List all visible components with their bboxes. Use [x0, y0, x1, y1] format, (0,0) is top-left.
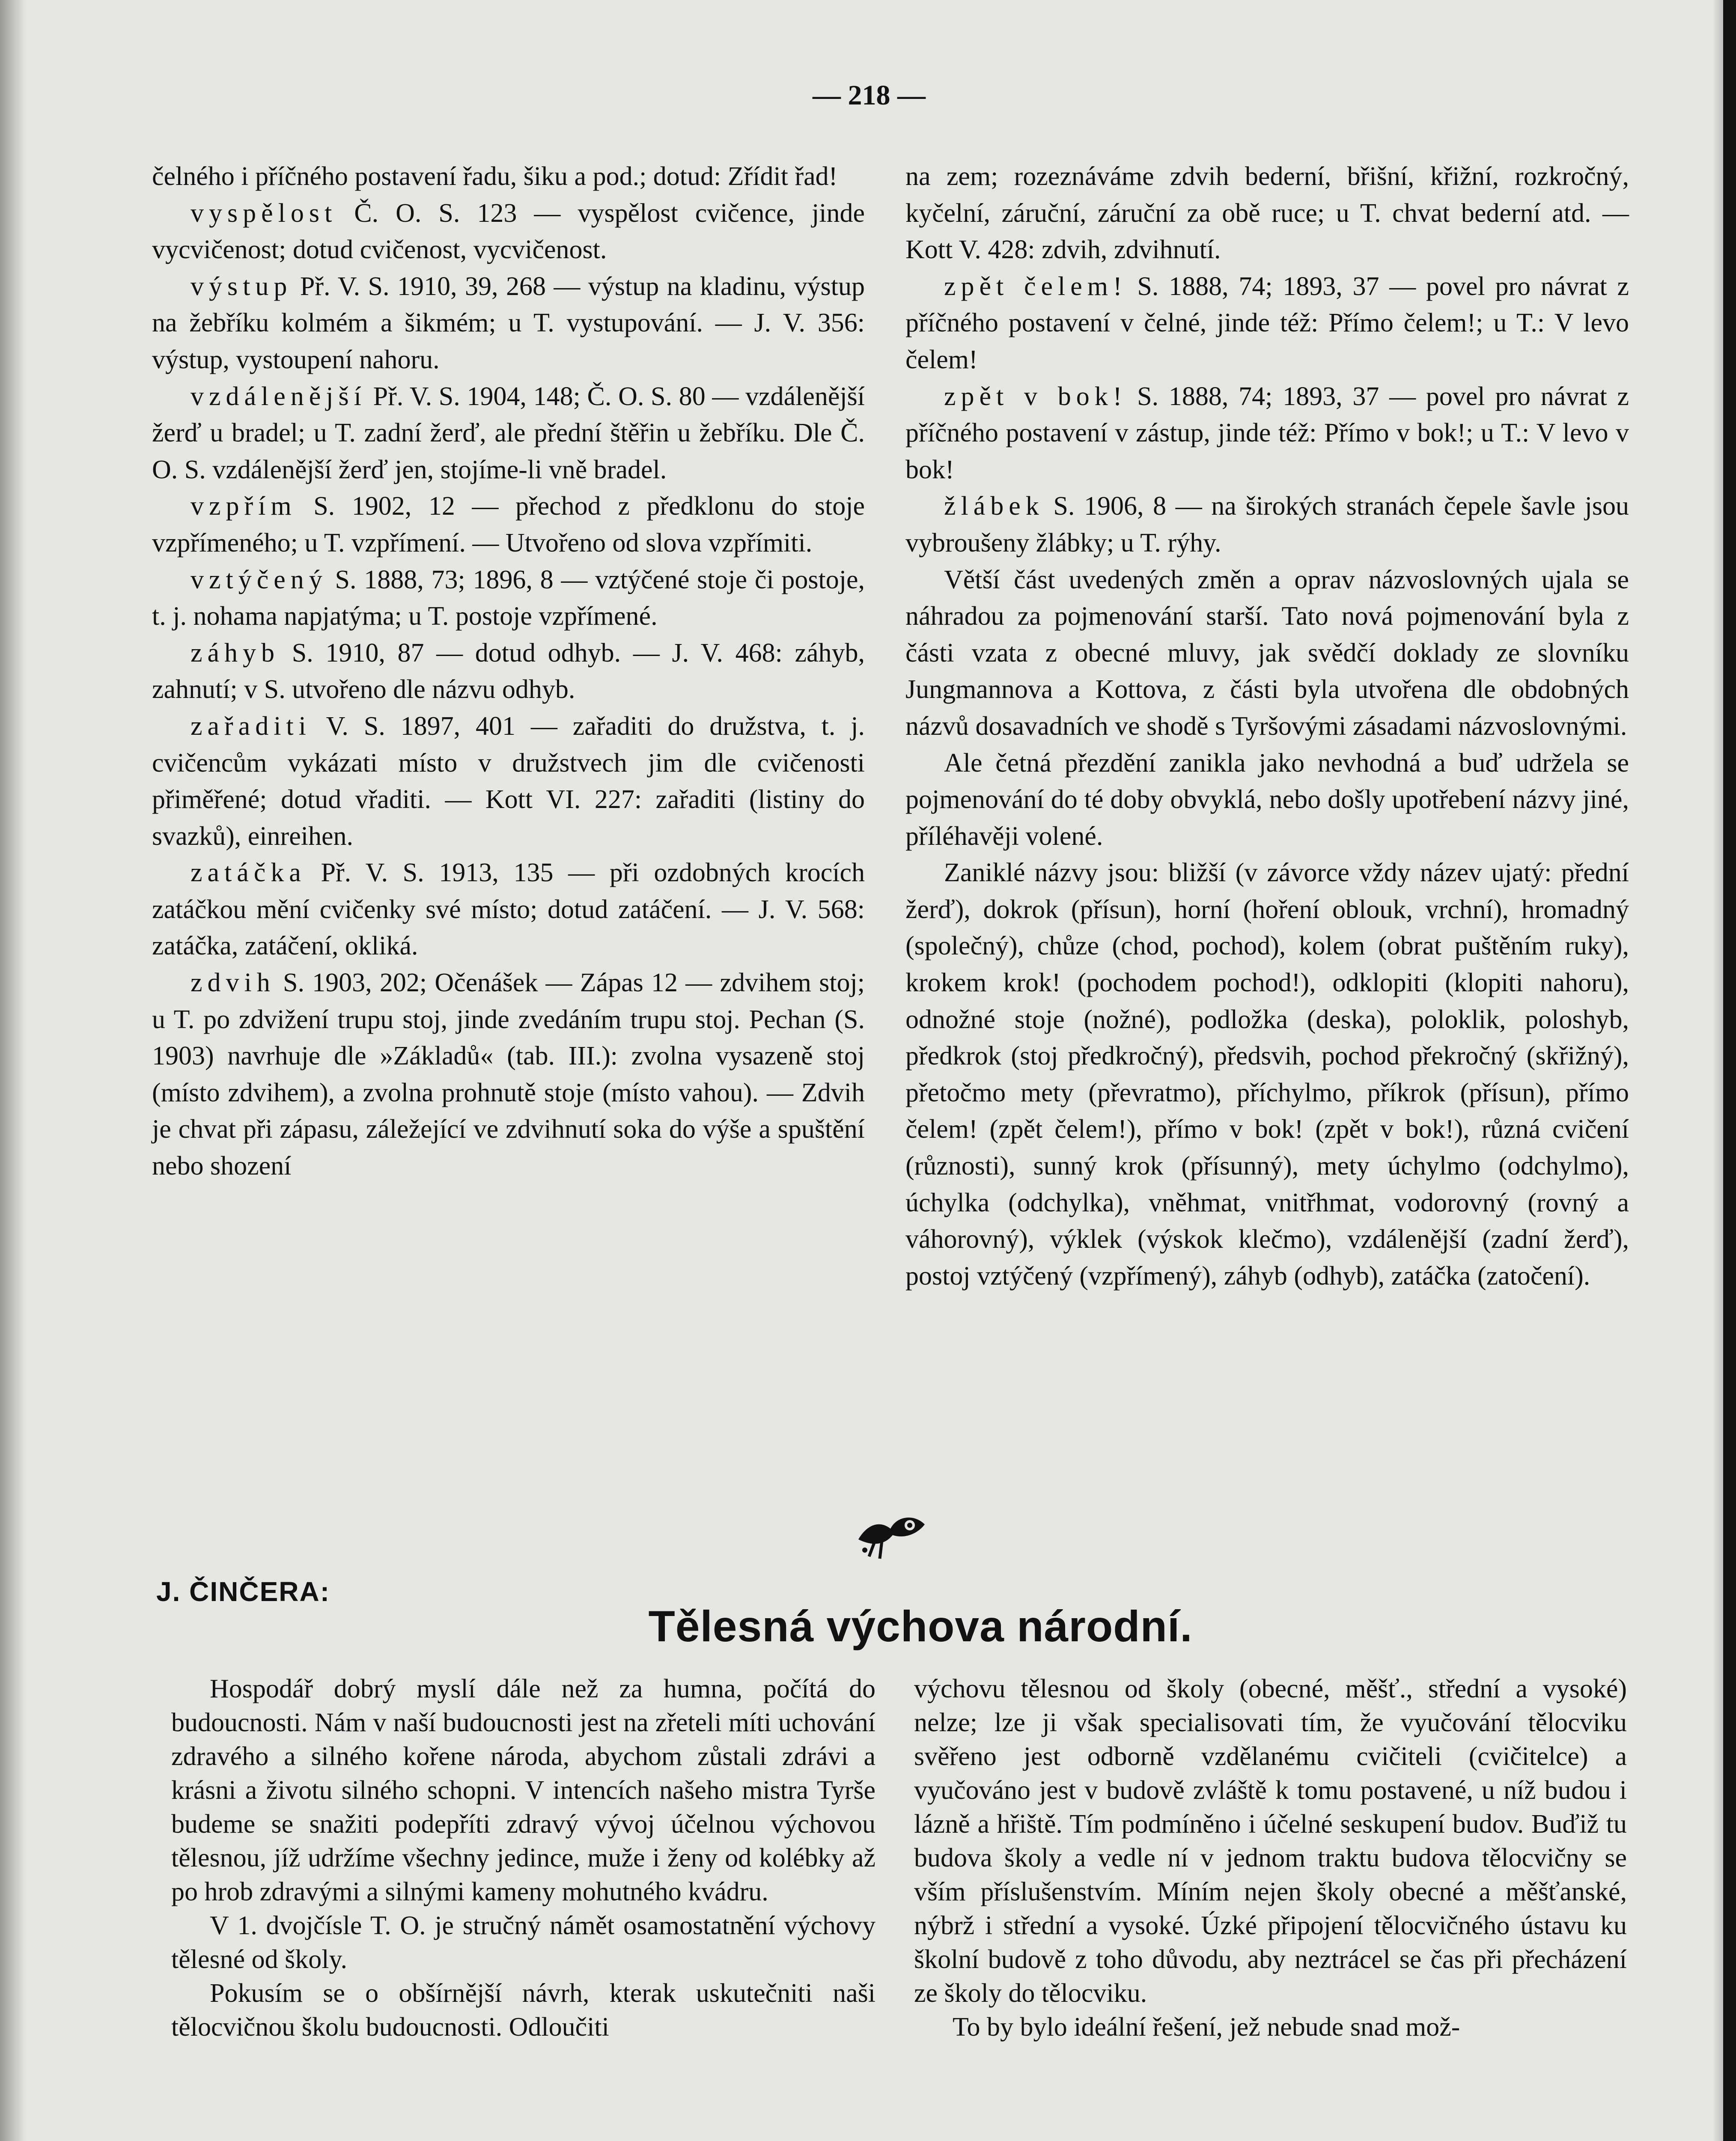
paragraph-text: Větší část uvedených změn a oprav názvoslovných ujala se náhradou za pojmenování starší. Tato nová pojmenování byla z části vzata z obecné mluvy, jak svědčí doklady ze slovníku Jungmannova a Kottova, z části byla utvořena dle obdobných názvů dosavadních ve shodě s Tyršovými zásadami názvoslovnými.	[905, 565, 1629, 741]
paragraph-text: Ale četná přezdění zanikla jako nevhodná a buď udržela se pojmenování do té doby obvyklá, nebo došly upotřebení názvy jiné, příléhavěji volené.	[905, 748, 1629, 851]
entry-headword: záhyb	[191, 638, 280, 668]
entry-headword: žlábek	[944, 492, 1044, 521]
article-paragraph: Pokusím se o obšírnější návrh, kterak uskutečniti naši tělocvičnou školu budoucnosti. Odloučiti	[171, 1979, 875, 2042]
glossary-entry	[905, 379, 1629, 489]
article-paragraph: Hospodář dobrý myslí dále než za humna, počítá do budoucnosti. Nám v naší budoucnosti jest na zřeteli míti uchování zdravého a silného kořene národa, abychom zůstali zdrávi a krásni a životu silného schopni. V intencích našeho mistra Tyrše budeme se snažiti podepříti zdravý vývoj účelnou výchovou tělesnou, jíž udržíme všechny jedince, muže i ženy od kolébky až po hrob zdravými a silnými kameny mohutného kvádru.	[171, 1674, 875, 1906]
glossary-entry	[152, 195, 865, 268]
page-number: — 218 —	[813, 80, 926, 111]
article-right-column	[914, 1672, 1627, 2044]
glossary-entry	[905, 268, 1629, 379]
entry-text: S. 1888, 73; 1896, 8 — vztýčené stoje či postoje, t. j. nohama napjatýma; u T. postoje vzpřímené.	[152, 565, 865, 631]
glossary-entry	[152, 379, 865, 489]
article-paragraph: V 1. dvojčísle T. O. je stručný námět osamostatnění výchovy tělesné od školy.	[171, 1911, 875, 1974]
entry-headword: zařaditi	[191, 711, 311, 741]
glossary-entry	[152, 965, 865, 1185]
article-title: Tělesná výchova národní.	[648, 1602, 1193, 1651]
article-paragraph: To by bylo ideální řešení, jež nebude snad mož-	[953, 2013, 1460, 2042]
entry-headword: výstup	[191, 271, 292, 301]
entry-headword: vyspělost	[191, 198, 337, 228]
scan-border	[1723, 0, 1736, 2141]
entry-text: S. 1888, 74; 1893, 37 — povel pro návrat z příčného postavení v zástup, jinde též: Přímo v bok!; u T.: V levo v bok!	[905, 382, 1629, 484]
paragraph-text: Zaniklé názvy jsou: bližší (v závorce vždy název ujatý: přední žerď), dokrok (přísun), horní (hoření oblouk, vrchní), hromadný (společný), chůze (chod, pochod), kolem (obrat puštěním ruky), krokem krok! (pochodem pochod!), odklopiti (klopiti nahoru), odnožné stoje (nožné), podložka (deska), poloklik, poloshyb, předkrok (stoj předkročný), předsvih, pochod překročný (skřižný), přetočmo mety (převratmo), příchylmo, příkrok (přísun), přímo čelem! (zpět čelem!), přímo v bok! (zpět v bok!), různá cvičení (různosti), sunný krok (přísunný), mety úchylmo (odchylmo), úchylka (odchylka), vněhmat, vnitřhmat, vodorovný (rovný a váhorovný), výklek (výskok klečmo), vzdálenější (zadní žerď), postoj vztýčený (vzpřímený), záhyb (odhyb), zatáčka (zatočení).	[905, 858, 1629, 1291]
entry-headword: zatáčka	[191, 858, 306, 888]
entry-headword: vzdálenější	[191, 382, 366, 411]
glossary-entry	[152, 635, 865, 708]
entry-headword: zpět v bok!	[944, 382, 1127, 411]
body-paragraph	[905, 855, 1629, 1294]
article-author: J. ČINČERA:	[156, 1576, 331, 1607]
entry-text: S. 1888, 74; 1893, 37 — povel pro návrat z příčného postavení v čelné, jinde též: Přímo čelem!; u T.: V levo čelem!	[905, 271, 1629, 374]
entry-text: S. 1903, 202; Očenášek — Zápas 12 — zdvihem stoj; u T. po zdvižení trupu stoj, jinde zvedáním trupu stoj. Pechan (S. 1903) navrhuje dle »Základů« (tab. III.): zvolna vysazeně stoj (místo zdvihem), a zvolna prohnutě stoje (místo vahou). — Zdvih je chvat při zápasu, záležející ve zdvihnutí soka do výše a spuštění nebo shození	[152, 968, 865, 1181]
glossary-entry	[152, 562, 865, 635]
entry-text: Př. V. S. 1904, 148; Č. O. S. 80 — vzdálenější žerď u bradel; u T. zadní žerď, ale přední štěřin u žebříku. Dle Č. O. S. vzdálenější žerď jen, stojíme-li vně bradel.	[152, 382, 865, 484]
glossary-entry	[152, 158, 865, 195]
article-left-column	[171, 1672, 875, 2044]
glossary-entry	[152, 708, 865, 855]
entry-text: na zem; rozeznáváme zdvih bederní, břišní, křižní, rozkročný, kyčelní, záruční, záruční za obě ruce; u T. chvat bederní atd. — Kott V. 428: zdvih, zdvihnutí.	[905, 162, 1629, 265]
entry-headword: zpět čelem!	[944, 271, 1127, 301]
article-paragraph: výchovu tělesnou od školy (obecné, měšť., střední a vysoké) nelze; lze ji však specialisovati tím, že vyučování tělocviku svěřeno jest odborně vzdělanému cvičiteli (cvičitelce) a vyučováno jest v budově zvláště k tomu postavené, u níž budou i lázně a hřiště. Tím podmíněno i účelné seskupení budov. Buďiž tu budova školy a vedle ní v jednom traktu budova tělocvičny se vším příslušenstvím. Míním nejen školy obecné a měšťanské, nýbrž i střední a vysoké. Úzké připojení tělocvičného ústavu ku školní budově z toho důvodu, aby neztrácel se čas při přecházení ze školy do tělocviku.	[914, 1674, 1627, 2008]
entry-text: Př. V. S. 1910, 39, 268 — výstup na kladinu, výstup na žebříku kolmém a šikmém; u T. vystupování. — J. V. 356: výstup, vystoupení nahoru.	[152, 271, 865, 374]
glossary-entry	[152, 855, 865, 965]
glossary-entry	[905, 158, 1629, 268]
entry-text: S. 1902, 12 — přechod z předklonu do stoje vzpřímeného; u T. vzpřímení. — Utvořeno od slova vzpřímiti.	[152, 492, 865, 558]
entry-text: V. S. 1897, 401 — zařaditi do družstva, t. j. cvičencům vykázati místo v družstvech jim dle cvičenosti přiměřené; dotud vřaditi. — Kott VI. 227: zařaditi (listiny do svazků), einreihen.	[152, 711, 865, 851]
entry-headword: vzpřím	[191, 492, 297, 521]
entry-text: čelného i příčného postavení řadu, šiku a pod.; dotud: Zřídit řad!	[152, 162, 838, 191]
entry-headword: zdvih	[191, 968, 275, 998]
entry-text: S. 1906, 8 — na širokých stranách čepele šavle jsou vybroušeny žlábky; u T. rýhy.	[905, 492, 1629, 558]
glossary-right-column	[905, 158, 1629, 1294]
page-edge-shadow-right	[1712, 0, 1723, 2141]
body-paragraph	[905, 562, 1629, 745]
glossary-entry	[152, 268, 865, 379]
entry-text: S. 1910, 87 — dotud odhyb. — J. V. 468: záhyb, zahnutí; v S. utvořeno dle názvu odhyb.	[152, 638, 865, 704]
floral-ornament-icon	[850, 1499, 935, 1563]
glossary-entry	[152, 488, 865, 561]
page-edge-shadow	[0, 0, 26, 2141]
body-paragraph	[905, 745, 1629, 855]
glossary-left-column	[152, 158, 865, 1185]
entry-text: Č. O. S. 123 — vyspělost cvičence, jinde vycvičenost; dotud cvičenost, vycvičenost.	[152, 198, 865, 265]
entry-headword: vztýčený	[191, 565, 328, 594]
entry-text: Př. V. S. 1913, 135 — při ozdobných krocích zatáčkou mění cvičenky své místo; dotud zatáčení. — J. V. 568: zatáčka, zatáčení, okliká.	[152, 858, 865, 961]
glossary-entry	[905, 488, 1629, 561]
